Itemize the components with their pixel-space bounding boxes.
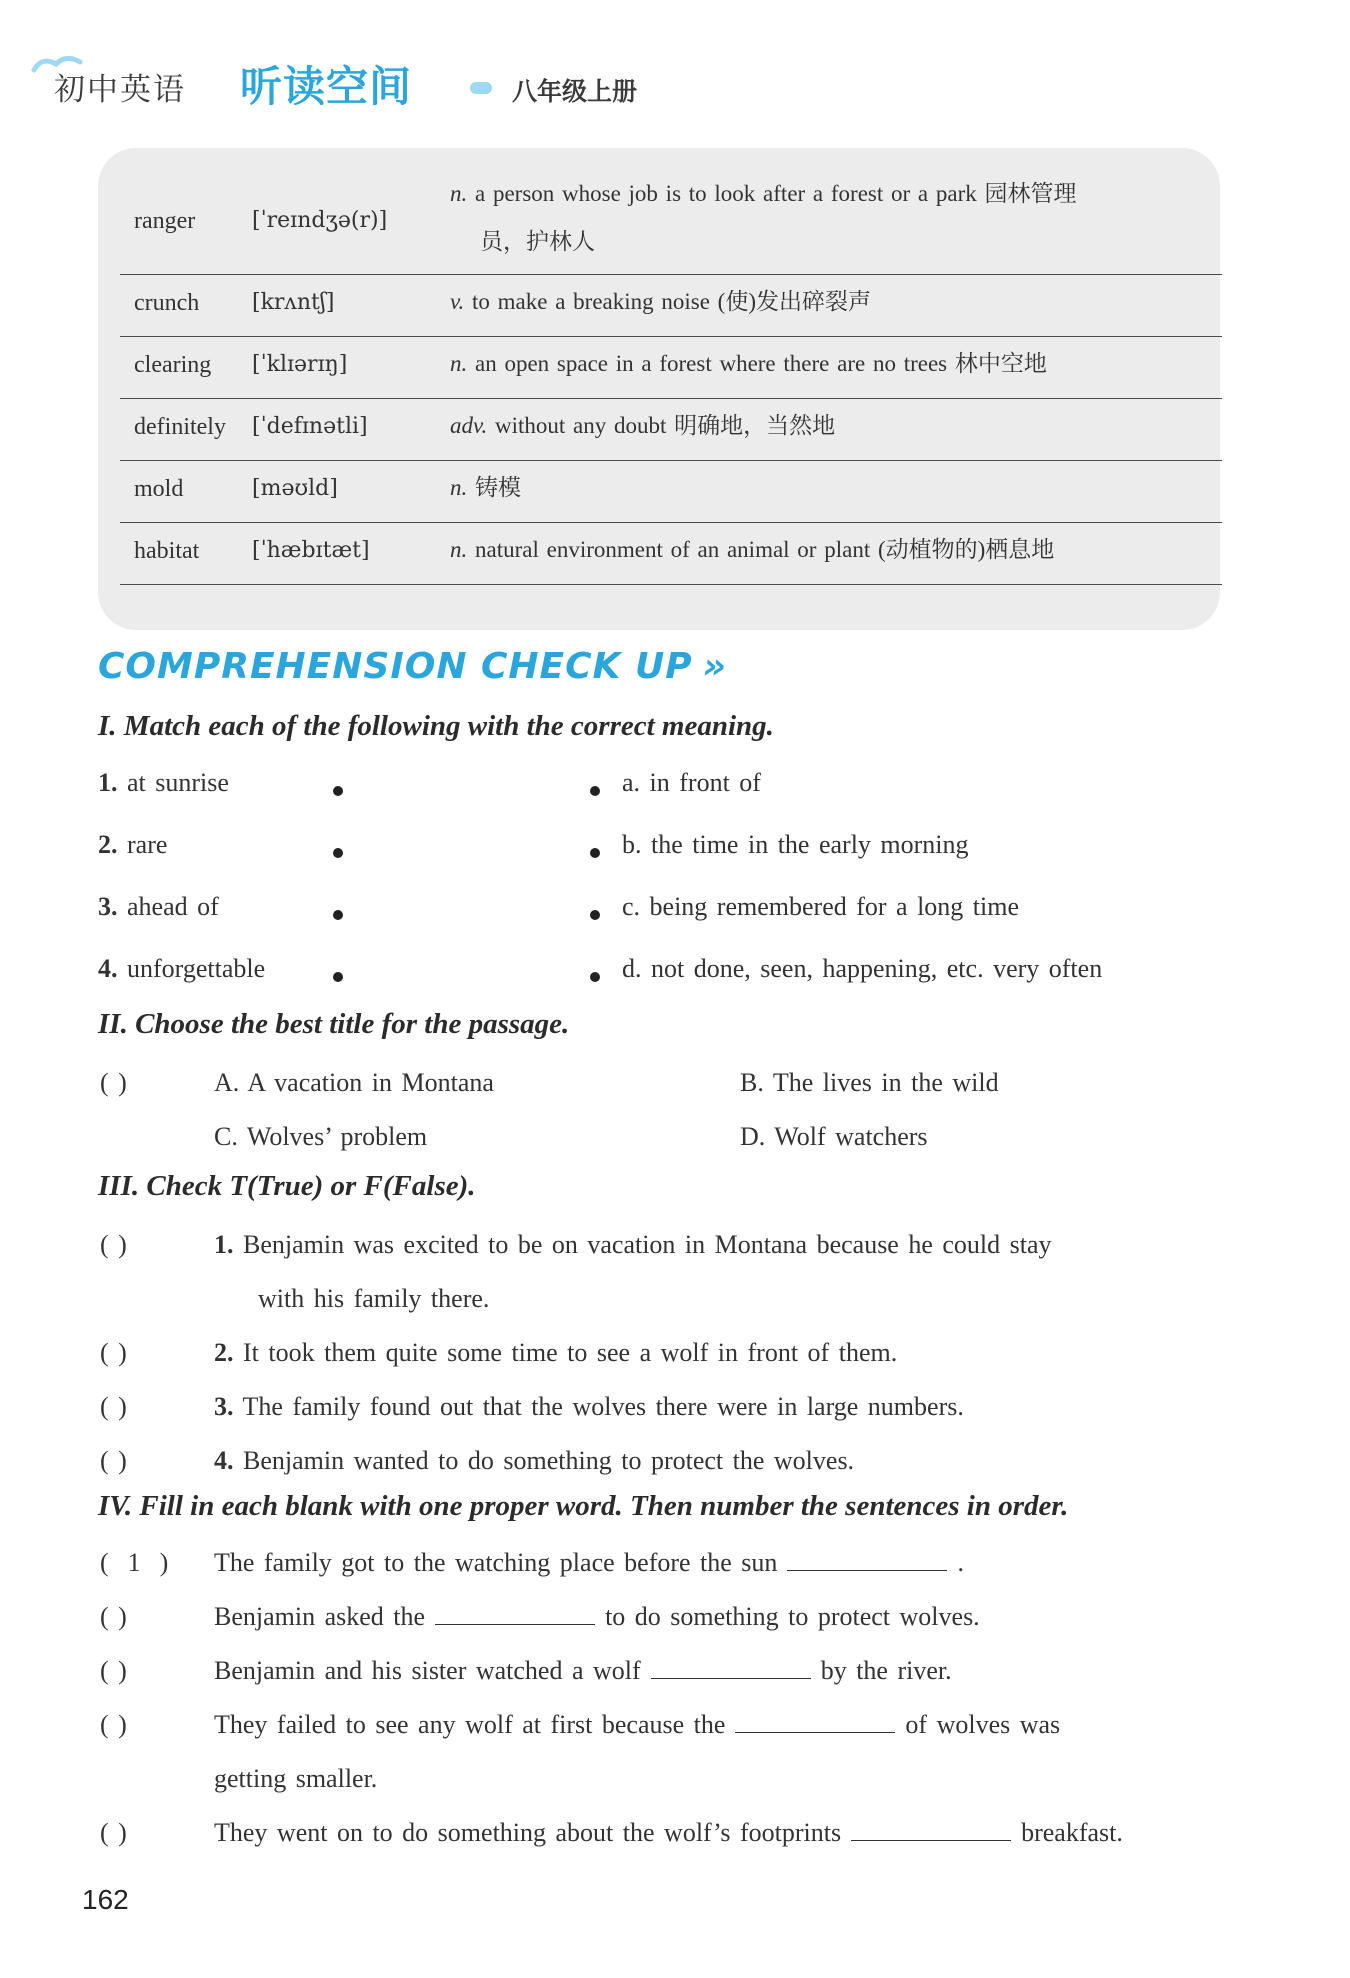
vocab-pronunciation: [ˈhæbɪtæt]: [252, 538, 370, 563]
match-left-item: [98, 830, 167, 860]
item-number: 1.: [98, 768, 118, 797]
item-text-after: breakfast.: [1021, 1818, 1123, 1847]
answer-bracket[interactable]: ( ): [100, 1446, 127, 1475]
fill-item: [214, 1710, 1060, 1740]
vocab-row: [120, 274, 1222, 337]
answer-bracket[interactable]: ( 1 ): [100, 1548, 169, 1577]
match-right-item: c. being remembered for a long time: [622, 892, 1020, 921]
option-b: B. The lives in the wild: [740, 1068, 999, 1097]
fill-item: [214, 1818, 1123, 1848]
vocab-row: [120, 460, 1222, 523]
vocab-definition: [450, 464, 1212, 512]
match-left-item: [98, 892, 219, 922]
vocab-def-text: without any doubt 明确地，当然地: [495, 413, 836, 438]
blank-input[interactable]: [651, 1656, 811, 1679]
item-number: 4.: [214, 1446, 234, 1475]
match-dot-right[interactable]: [590, 972, 600, 982]
vocab-row: [120, 170, 1222, 275]
vocab-pronunciation: [ˈklɪərɪŋ]: [252, 352, 348, 377]
vocab-pos: n.: [450, 537, 468, 562]
item-number: 4.: [98, 954, 118, 983]
vocab-row: [120, 522, 1222, 585]
option-c: C. Wolves’ problem: [214, 1122, 428, 1151]
item-number: 2.: [214, 1338, 234, 1367]
vocab-word: habitat: [134, 538, 200, 564]
vocab-pos: n.: [450, 181, 468, 206]
item-text: They failed to see any wolf at first because the: [214, 1710, 726, 1739]
book-series-title: 初中英语: [54, 72, 186, 108]
item-number: 3.: [214, 1392, 234, 1421]
item-text: at sunrise: [127, 768, 229, 797]
fill-item-cont: getting smaller.: [214, 1764, 378, 1793]
tf-item-cont: with his family there.: [258, 1284, 490, 1313]
vocab-definition: [450, 278, 1212, 326]
vocab-pos: n.: [450, 475, 468, 500]
vocab-row: [120, 398, 1222, 461]
vocab-definition: [450, 402, 1212, 450]
match-dot-left[interactable]: [333, 848, 343, 858]
tf-item: [214, 1230, 1052, 1260]
item-text: ahead of: [127, 892, 219, 921]
vocab-definition: [450, 526, 1212, 574]
item-text: It took them quite some time to see a wolf in front of them.: [243, 1338, 898, 1367]
vocab-pos: n.: [450, 351, 468, 376]
answer-bracket[interactable]: ( ): [100, 1656, 127, 1685]
item-text: The family got to the watching place before the sun: [214, 1548, 778, 1577]
item-number: 3.: [98, 892, 118, 921]
vocab-def-text: 铸模: [475, 475, 521, 500]
page-number: 162: [82, 1884, 129, 1915]
item-text: Benjamin wanted to do something to protect the wolves.: [243, 1446, 855, 1475]
item-text-after: to do something to protect wolves.: [605, 1602, 980, 1631]
vocabulary-table: [98, 148, 1220, 630]
vocab-word: clearing: [134, 352, 212, 378]
match-left-item: [98, 954, 265, 984]
option-a: A. A vacation in Montana: [214, 1068, 494, 1097]
brand-logo-text: 听读空间: [240, 62, 413, 111]
part1-heading: I. Match each of the following with the correct meaning.: [98, 710, 774, 742]
answer-bracket[interactable]: ( ): [100, 1818, 127, 1847]
item-text: Benjamin was excited to be on vacation in Montana because he could stay: [243, 1230, 1052, 1259]
vocab-word: ranger: [134, 208, 196, 234]
item-text-after: of wolves was: [905, 1710, 1061, 1739]
answer-bracket[interactable]: ( ): [100, 1338, 127, 1367]
match-dot-left[interactable]: [333, 786, 343, 796]
answer-bracket[interactable]: ( ): [100, 1710, 127, 1739]
tf-item: [214, 1446, 854, 1476]
match-dot-left[interactable]: [333, 910, 343, 920]
vocab-def-zh-cont: 员，护林人: [480, 229, 595, 254]
match-right-item: b. the time in the early morning: [622, 830, 969, 859]
match-dot-right[interactable]: [590, 848, 600, 858]
vocab-def-text: to make a breaking noise (使)发出碎裂声: [472, 289, 872, 314]
item-text-after: by the river.: [820, 1656, 952, 1685]
fill-item: [214, 1548, 964, 1578]
vocab-definition: [450, 340, 1212, 388]
vocab-pos: v.: [450, 289, 465, 314]
vocab-def-text: natural environment of an animal or plant (动植物的)栖息地: [475, 537, 1055, 562]
item-text: rare: [127, 830, 168, 859]
part3-heading: III. Check T(True) or F(False).: [98, 1170, 476, 1202]
vocab-pos: adv.: [450, 413, 488, 438]
vocab-pronunciation: [ˈdefɪnətli]: [252, 414, 368, 439]
answer-bracket[interactable]: ( ): [100, 1068, 127, 1097]
item-text-after: .: [957, 1548, 964, 1577]
item-text: They went on to do something about the wolf’s footprints: [214, 1818, 842, 1847]
vocab-row: [120, 336, 1222, 399]
item-text: unforgettable: [127, 954, 266, 983]
item-text: Benjamin asked the: [214, 1602, 426, 1631]
match-dot-right[interactable]: [590, 910, 600, 920]
match-left-item: [98, 768, 229, 798]
double-chevron-icon: »: [702, 646, 727, 687]
item-number: 2.: [98, 830, 118, 859]
section-title: [98, 646, 727, 687]
section-title-text: COMPREHENSION CHECK UP: [98, 646, 693, 687]
match-right-item: d. not done, seen, happening, etc. very often: [622, 954, 1103, 983]
item-text: Benjamin and his sister watched a wolf: [214, 1656, 641, 1685]
match-dot-left[interactable]: [333, 972, 343, 982]
vocab-def-text: an open space in a forest where there are no trees 林中空地: [475, 351, 1047, 376]
item-number: 1.: [214, 1230, 234, 1259]
tf-item: [214, 1392, 964, 1422]
fill-item: [214, 1656, 952, 1686]
vocab-word: mold: [134, 476, 184, 502]
part4-heading: IV. Fill in each blank with one proper word. Then number the sentences in order.: [98, 1490, 1069, 1522]
page-header: [30, 40, 730, 130]
match-dot-right[interactable]: [590, 786, 600, 796]
blank-input[interactable]: [787, 1548, 947, 1571]
answer-bracket[interactable]: ( ): [100, 1230, 127, 1259]
grade-label: 八年级上册: [512, 77, 638, 106]
blank-input[interactable]: [435, 1602, 595, 1625]
vocab-pronunciation: [məʊld]: [252, 476, 338, 501]
part2-heading: II. Choose the best title for the passage.: [98, 1008, 570, 1040]
option-d: D. Wolf watchers: [740, 1122, 928, 1151]
vocab-definition: [450, 170, 1212, 266]
match-right-item: a. in front of: [622, 768, 761, 797]
answer-bracket[interactable]: ( ): [100, 1392, 127, 1421]
vocab-word: definitely: [134, 414, 226, 440]
vocab-def-zh: 园林管理: [984, 181, 1077, 206]
tf-item: [214, 1338, 897, 1368]
vocab-word: crunch: [134, 290, 200, 316]
blank-input[interactable]: [735, 1710, 895, 1733]
answer-bracket[interactable]: ( ): [100, 1602, 127, 1631]
vocab-pronunciation: [krʌntʃ]: [252, 290, 335, 315]
filled-answer: 1: [127, 1548, 141, 1577]
fill-item: [214, 1602, 980, 1632]
vocab-pronunciation: [ˈreɪndʒə(r)]: [252, 208, 388, 233]
vocab-def-text: a person whose job is to look after a forest or a park: [475, 181, 977, 206]
blank-input[interactable]: [851, 1818, 1011, 1841]
item-text: The family found out that the wolves there were in large numbers.: [242, 1392, 964, 1421]
header-separator-icon: [470, 82, 492, 94]
